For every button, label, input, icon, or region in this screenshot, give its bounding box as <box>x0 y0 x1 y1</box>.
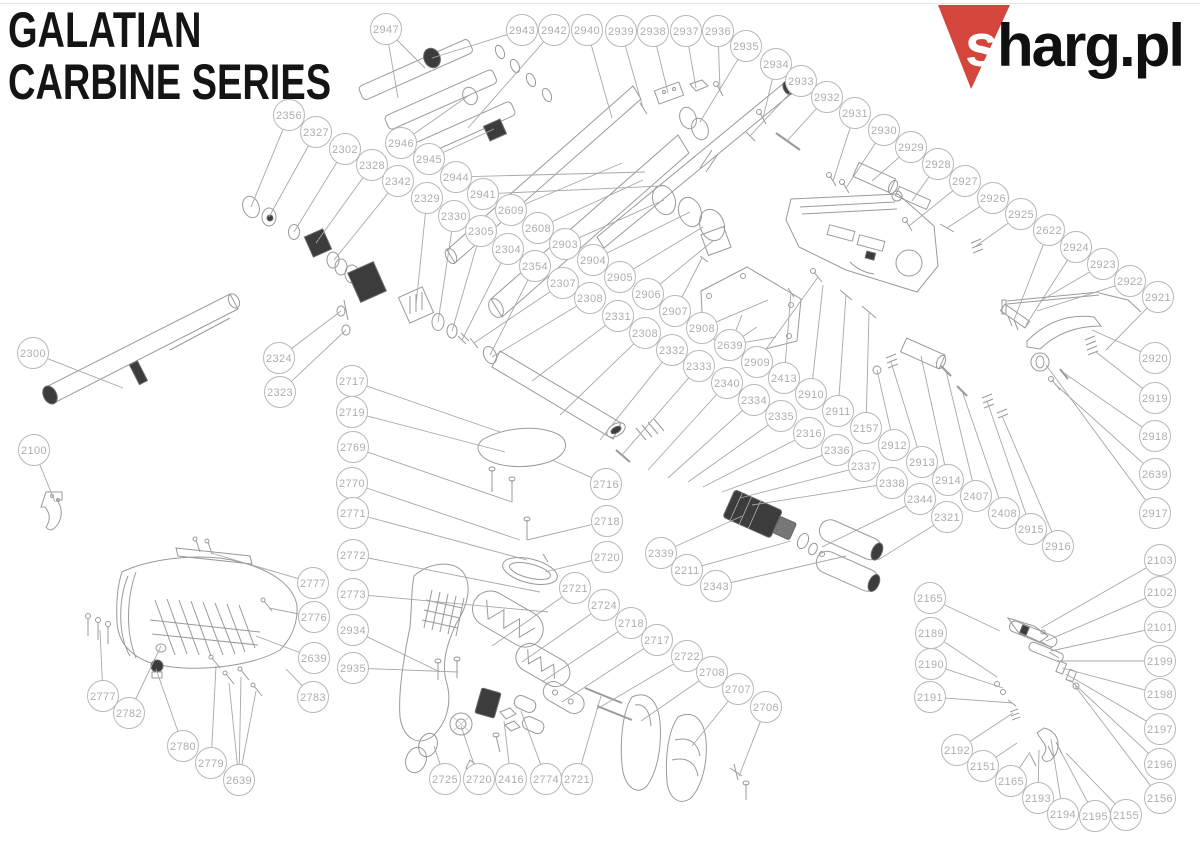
part-callout-2304 <box>462 234 524 341</box>
part-callout-2782 <box>114 646 162 729</box>
part-callout-2920 <box>1092 330 1171 374</box>
part-callout-2356 <box>251 100 305 208</box>
part-callout-2706 <box>739 692 782 777</box>
svg-text:2909: 2909 <box>743 356 771 369</box>
svg-text:2930: 2930 <box>870 124 898 137</box>
svg-text:2926: 2926 <box>979 192 1007 205</box>
title-line1: GALATIAN <box>8 2 202 58</box>
svg-text:2190: 2190 <box>917 658 945 671</box>
part-callout-2912 <box>877 370 910 461</box>
svg-text:2907: 2907 <box>661 305 689 318</box>
part-callout-2780 <box>156 669 199 762</box>
svg-text:2911: 2911 <box>825 405 851 418</box>
svg-text:2157: 2157 <box>852 422 880 435</box>
svg-text:2932: 2932 <box>813 91 841 104</box>
part-callout-2707 <box>692 674 754 747</box>
svg-text:2929: 2929 <box>897 141 925 154</box>
svg-text:2918: 2918 <box>1141 430 1169 443</box>
svg-text:2720: 2720 <box>593 551 621 564</box>
svg-text:2931: 2931 <box>841 107 869 120</box>
svg-text:2782: 2782 <box>115 707 143 720</box>
part-callout-2935 <box>338 653 459 684</box>
svg-text:2622: 2622 <box>1035 224 1063 237</box>
part-callout-2331 <box>532 301 634 382</box>
svg-text:2927: 2927 <box>951 175 979 188</box>
svg-text:2192: 2192 <box>943 744 971 757</box>
part-callout-2344 <box>822 484 936 548</box>
part-callout-2416 <box>496 721 527 795</box>
part-callout-2718 <box>542 608 647 683</box>
svg-text:2194: 2194 <box>1049 808 1077 821</box>
svg-text:2331: 2331 <box>604 310 632 323</box>
part-callout-2774 <box>521 711 562 795</box>
part-callout-2100 <box>19 435 56 503</box>
svg-text:2413: 2413 <box>770 372 798 385</box>
svg-text:2339: 2339 <box>647 547 675 560</box>
svg-text:2333: 2333 <box>685 360 713 373</box>
svg-text:2928: 2928 <box>924 158 952 171</box>
part-callout-2639 <box>256 636 330 674</box>
part-callout-2903 <box>550 200 665 260</box>
part-callout-2909 <box>742 277 819 378</box>
svg-text:2302: 2302 <box>331 143 359 156</box>
svg-text:2308: 2308 <box>576 292 604 305</box>
part-callout-2327 <box>269 117 332 218</box>
part-callout-2157 <box>851 313 882 444</box>
svg-text:2934: 2934 <box>762 58 790 71</box>
part-callout-2340 <box>648 368 743 471</box>
svg-text:2946: 2946 <box>387 137 415 150</box>
part-callout-2783 <box>286 669 329 713</box>
part-callout-2335 <box>688 401 797 483</box>
svg-text:2156: 2156 <box>1146 792 1174 805</box>
svg-text:2942: 2942 <box>540 24 568 37</box>
svg-text:2925: 2925 <box>1007 208 1035 221</box>
svg-text:2944: 2944 <box>442 171 470 184</box>
svg-text:2340: 2340 <box>713 377 741 390</box>
svg-text:2706: 2706 <box>752 701 780 714</box>
svg-text:2193: 2193 <box>1024 792 1052 805</box>
part-callout-2779 <box>196 666 227 779</box>
part-callout-2609 <box>496 163 623 226</box>
svg-text:2937: 2937 <box>672 25 700 38</box>
svg-text:2939: 2939 <box>607 25 635 38</box>
svg-text:2719: 2719 <box>338 406 366 419</box>
svg-text:2344: 2344 <box>906 493 934 506</box>
svg-text:2639: 2639 <box>300 652 328 665</box>
svg-text:2906: 2906 <box>634 288 662 301</box>
svg-text:2924: 2924 <box>1062 241 1090 254</box>
svg-text:2330: 2330 <box>440 210 468 223</box>
svg-text:2198: 2198 <box>1146 688 1174 701</box>
part-callout-2938 <box>638 16 669 94</box>
part-callout-2717 <box>562 625 673 703</box>
svg-text:2354: 2354 <box>521 260 549 273</box>
svg-text:2316: 2316 <box>795 427 823 440</box>
part-callout-2211 <box>672 541 792 586</box>
part-callout-2330 <box>438 201 470 323</box>
part-callout-2324 <box>264 311 342 374</box>
svg-text:2779: 2779 <box>197 757 225 770</box>
svg-text:2774: 2774 <box>532 773 560 786</box>
svg-text:2639: 2639 <box>716 339 744 352</box>
part-callout-2305 <box>452 216 497 332</box>
svg-text:2720: 2720 <box>465 773 493 786</box>
part-callout-2300 <box>18 338 124 389</box>
svg-text:2776: 2776 <box>300 611 328 624</box>
part-callout-2721 <box>562 696 602 795</box>
svg-text:2639: 2639 <box>1141 468 1169 481</box>
part-callout-2720 <box>545 542 623 573</box>
part-callout-2931 <box>833 98 871 182</box>
svg-text:2725: 2725 <box>431 773 459 786</box>
svg-text:2940: 2940 <box>573 24 601 37</box>
svg-text:2718: 2718 <box>617 617 645 630</box>
part-callout-2936 <box>703 16 734 91</box>
svg-text:2101: 2101 <box>1146 621 1174 634</box>
svg-text:2151: 2151 <box>969 760 997 773</box>
part-callout-2333 <box>622 351 715 456</box>
svg-text:2904: 2904 <box>579 254 607 267</box>
svg-text:2639: 2639 <box>225 774 253 787</box>
svg-text:2342: 2342 <box>384 175 412 188</box>
svg-text:2910: 2910 <box>797 388 825 401</box>
svg-text:2335: 2335 <box>767 410 795 423</box>
part-callout-2910 <box>796 285 827 410</box>
svg-text:2332: 2332 <box>658 344 686 357</box>
svg-text:2777: 2777 <box>89 690 117 703</box>
svg-text:2102: 2102 <box>1146 586 1174 599</box>
svg-text:2938: 2938 <box>639 25 667 38</box>
svg-text:2323: 2323 <box>266 386 294 399</box>
svg-text:2608: 2608 <box>524 222 552 235</box>
svg-text:2773: 2773 <box>339 588 367 601</box>
svg-text:2189: 2189 <box>917 627 945 640</box>
svg-text:2780: 2780 <box>169 740 197 753</box>
svg-text:2934: 2934 <box>339 624 367 637</box>
part-callout-2338 <box>752 468 908 506</box>
svg-text:2329: 2329 <box>413 192 441 205</box>
svg-text:2407: 2407 <box>962 490 990 503</box>
svg-text:2100: 2100 <box>20 444 48 457</box>
svg-text:2717: 2717 <box>338 375 366 388</box>
brand-logo <box>935 2 1197 92</box>
svg-text:2338: 2338 <box>878 477 906 490</box>
part-callout-2343 <box>701 556 847 602</box>
part-callout-2721 <box>492 573 591 647</box>
svg-text:2408: 2408 <box>990 507 1018 520</box>
part-callout-2332 <box>600 335 688 441</box>
svg-text:2321: 2321 <box>933 511 961 524</box>
svg-text:2716: 2716 <box>592 478 620 491</box>
part-callout-2194 <box>1048 739 1079 830</box>
part-callout-2904 <box>578 212 691 276</box>
svg-text:2923: 2923 <box>1089 258 1117 271</box>
svg-text:2199: 2199 <box>1146 655 1174 668</box>
svg-text:2356: 2356 <box>275 109 303 122</box>
svg-text:2903: 2903 <box>551 238 579 251</box>
part-callout-2777 <box>88 630 119 712</box>
part-callout-2328 <box>316 150 388 244</box>
part-callout-2911 <box>823 295 854 427</box>
svg-text:2416: 2416 <box>497 773 525 786</box>
svg-text:2165: 2165 <box>997 775 1025 788</box>
title-line2: CARBINE SERIES <box>8 54 332 110</box>
svg-text:2197: 2197 <box>1146 723 1174 736</box>
logo-text: harg.pl <box>997 12 1184 79</box>
page-title <box>8 4 331 108</box>
svg-text:2771: 2771 <box>339 507 367 520</box>
svg-text:2103: 2103 <box>1146 554 1174 567</box>
svg-text:2943: 2943 <box>508 24 536 37</box>
svg-text:2717: 2717 <box>643 634 671 647</box>
svg-text:2300: 2300 <box>19 347 47 360</box>
part-callout-2947 <box>371 14 426 99</box>
svg-text:2935: 2935 <box>732 40 760 53</box>
svg-text:2913: 2913 <box>908 456 936 469</box>
svg-text:2211: 2211 <box>674 564 700 577</box>
part-callout-2336 <box>722 435 853 493</box>
svg-text:2327: 2327 <box>302 126 330 139</box>
svg-text:2336: 2336 <box>823 444 851 457</box>
part-callout-2199 <box>1056 646 1176 677</box>
svg-text:2936: 2936 <box>704 25 732 38</box>
part-callout-2716 <box>552 460 622 500</box>
svg-text:2722: 2722 <box>673 650 701 663</box>
svg-text:2708: 2708 <box>698 666 726 679</box>
svg-text:2914: 2914 <box>934 474 962 487</box>
svg-text:2343: 2343 <box>702 580 730 593</box>
svg-text:2334: 2334 <box>740 394 768 407</box>
svg-text:2718: 2718 <box>593 515 621 528</box>
svg-text:2195: 2195 <box>1081 810 1109 823</box>
svg-text:2920: 2920 <box>1141 352 1169 365</box>
svg-text:2721: 2721 <box>563 773 591 786</box>
part-callout-2725 <box>430 746 461 795</box>
part-callout-2302 <box>294 134 361 233</box>
svg-text:2328: 2328 <box>358 159 386 172</box>
svg-text:2912: 2912 <box>880 439 908 452</box>
part-callout-2639 <box>224 677 257 796</box>
svg-text:2307: 2307 <box>549 277 577 290</box>
part-callout-2718 <box>527 506 623 541</box>
part-callout-2193 <box>1023 750 1054 814</box>
svg-text:2707: 2707 <box>724 683 752 696</box>
svg-text:2721: 2721 <box>561 582 589 595</box>
part-callout-2937 <box>671 16 702 89</box>
svg-text:2935: 2935 <box>339 662 367 675</box>
svg-text:2947: 2947 <box>372 23 400 36</box>
svg-text:2337: 2337 <box>850 460 878 473</box>
part-callout-2413 <box>769 292 800 394</box>
svg-text:2155: 2155 <box>1112 809 1140 822</box>
svg-text:2933: 2933 <box>787 75 815 88</box>
svg-text:2196: 2196 <box>1146 758 1174 771</box>
part-callout-2329 <box>412 183 443 306</box>
part-callout-2924 <box>1026 232 1092 326</box>
svg-text:2783: 2783 <box>299 691 327 704</box>
svg-text:2921: 2921 <box>1144 291 1172 304</box>
svg-text:2916: 2916 <box>1044 540 1072 553</box>
svg-text:2308: 2308 <box>631 327 659 340</box>
svg-text:2908: 2908 <box>688 322 716 335</box>
svg-text:2609: 2609 <box>497 204 525 217</box>
svg-text:2919: 2919 <box>1141 392 1169 405</box>
svg-text:2305: 2305 <box>467 225 495 238</box>
svg-text:2324: 2324 <box>265 352 293 365</box>
svg-text:2915: 2915 <box>1017 523 1045 536</box>
svg-text:2777: 2777 <box>299 577 327 590</box>
svg-text:2922: 2922 <box>1116 275 1144 288</box>
part-callout-2776 <box>269 602 330 633</box>
svg-text:2769: 2769 <box>339 441 367 454</box>
svg-text:2772: 2772 <box>339 549 367 562</box>
svg-text:2945: 2945 <box>415 153 443 166</box>
logo-letter-s: s <box>965 12 999 79</box>
svg-text:2770: 2770 <box>338 477 366 490</box>
svg-text:2941: 2941 <box>469 188 497 201</box>
svg-text:2304: 2304 <box>494 243 522 256</box>
svg-text:2724: 2724 <box>590 599 618 612</box>
part-callout-2308 <box>560 318 661 416</box>
part-callout-2777 <box>211 553 329 599</box>
svg-text:2917: 2917 <box>1141 507 1169 520</box>
svg-text:2191: 2191 <box>916 691 944 704</box>
svg-text:2165: 2165 <box>916 592 944 605</box>
svg-text:2905: 2905 <box>606 271 634 284</box>
part-callout-2773 <box>338 579 549 613</box>
part-callout-2720 <box>461 726 495 795</box>
part-callout-2772 <box>338 540 541 593</box>
part-callout-2943 <box>432 15 538 59</box>
